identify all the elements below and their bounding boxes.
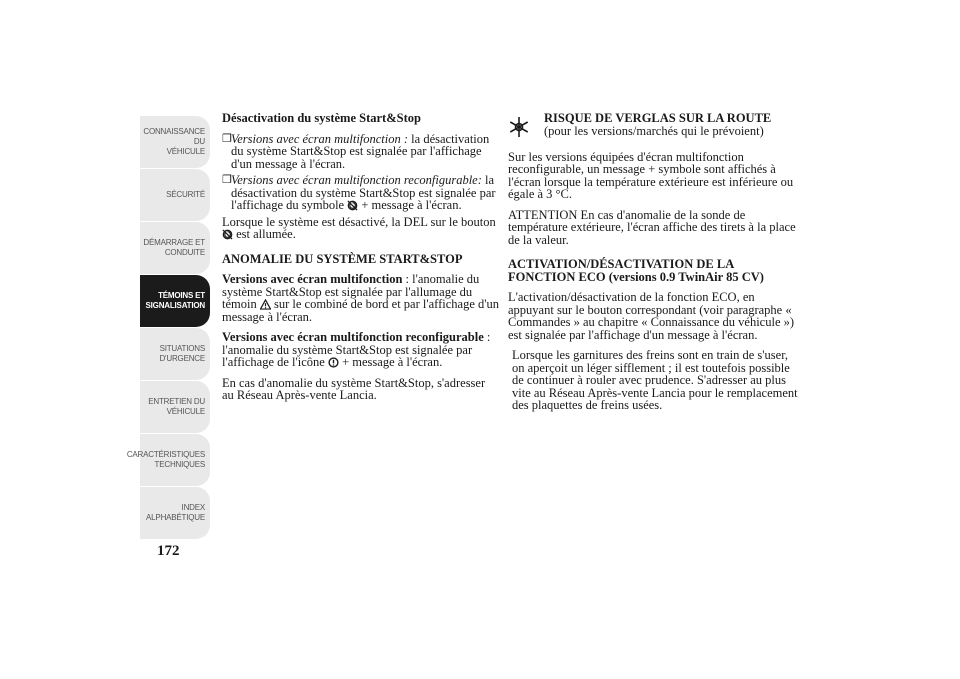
bold-label: Versions avec écran multifonction	[222, 272, 403, 286]
start-stop-off-icon	[347, 200, 358, 211]
section-heading: Désactivation du système Start&Stop	[222, 111, 421, 125]
bullet-text: la désactivation du système Start&Stop est signalée par l'affichage d'un message à l'écran.	[231, 131, 490, 171]
paragraph: Lorsque les garnitures des freins sont en train de s'user, on aperçoit un léger sifflement ; il est toutefois possible de continuer à rouler avec prudence. S'adresser au plus vite au Réseau Après-vente Lancia pour le remplacement des plaquettes de freins usées.	[512, 348, 798, 412]
start-stop-off-icon	[222, 229, 233, 240]
paragraph	[222, 331, 500, 369]
tab-label: SITUATIONS D'URGENCE	[159, 344, 205, 363]
text: : l'anomalie du système Start&Stop est signalée par l'affichage de l'icône	[222, 330, 491, 369]
warning-subtitle: (pour les versions/marchés qui le prévoient)	[544, 123, 764, 138]
left-column	[222, 112, 500, 410]
section-heading: ANOMALIE DU SYSTÈME START&STOP	[222, 251, 463, 266]
paragraph: En cas d'anomalie du système Start&Stop, s'adresser au Réseau Après-vente Lancia.	[222, 375, 486, 402]
start-stop-fault-icon	[328, 357, 339, 368]
tab-temoins-signalisation[interactable]	[140, 275, 210, 327]
bullet-text: la désactivation du système Start&Stop est signalée par l'affichage du symbole	[231, 173, 496, 212]
text: est allumée.	[233, 227, 296, 241]
right-column	[508, 112, 798, 420]
tab-label: TÉMOINS ET SIGNALISATION	[145, 291, 205, 310]
section-heading: ACTIVATION/DÉSACTIVATION DE LA FONCTION ECO (versions 0.9 TwinAir 85 CV)	[508, 257, 764, 284]
tab-label: ENTRETIEN DU VÉHICULE	[148, 397, 205, 416]
tab-label: DÉMARRAGE ET CONDUITE	[143, 238, 205, 257]
tab-index-alphabetique[interactable]	[140, 487, 210, 539]
paragraph: L'activation/désactivation de la fonction ECO, en appuyant sur le bouton correspondant (voir paragraphe « Commandes » au chapitre « Connaissance du véhicule ») est signalée par l'affichage d'un message à l'écran.	[508, 290, 795, 342]
text: : l'anomalie du système Start&Stop est signalée par l'allumage du témoin	[222, 272, 480, 311]
text: + message à l'écran.	[338, 355, 443, 369]
tab-securite[interactable]	[140, 169, 210, 221]
checkbox-bullet-icon: ❒	[222, 174, 232, 186]
tab-caracteristiques-techniques[interactable]	[126, 434, 210, 486]
tab-demarrage-conduite[interactable]	[140, 222, 210, 274]
bullet-label: Versions avec écran multifonction :	[231, 131, 409, 146]
warning-title: RISQUE DE VERGLAS SUR LA ROUTE	[544, 111, 772, 125]
tab-connaissance-vehicule[interactable]	[140, 116, 210, 168]
tab-label: CARACTÉRISTIQUES TECHNIQUES	[126, 450, 205, 469]
tab-situations-urgence[interactable]	[140, 328, 210, 380]
checkbox-bullet-icon: ❒	[222, 132, 232, 145]
warning-triangle-icon	[260, 299, 271, 310]
tab-entretien-vehicule[interactable]	[140, 381, 210, 433]
paragraph	[222, 273, 500, 323]
tab-label: CONNAISSANCE DU VÉHICULE	[143, 127, 205, 156]
snowflake-icon	[508, 116, 530, 138]
text: sur le combiné de bord et par l'affichage d'un message à l'écran.	[222, 297, 499, 324]
warning-block	[508, 112, 798, 141]
page-number: 172	[157, 543, 180, 559]
bullet-item	[222, 133, 500, 171]
bold-label: Versions avec écran multifonction reconfigurable	[222, 330, 484, 344]
tab-label: INDEX ALPHABÉTIQUE	[146, 503, 205, 522]
text: Lorsque le système est désactivé, la DEL sur le bouton	[222, 214, 496, 229]
bullet-item	[222, 174, 500, 212]
bullet-label: Versions avec écran multifonction reconfigurable:	[231, 173, 482, 187]
bullet-text: + message à l'écran.	[358, 198, 462, 212]
paragraph: Sur les versions équipées d'écran multifonction reconfigurable, un message + symbole sont affichés à l'écran lorsque la température extérieure est inférieure ou égale à 3 °C.	[508, 149, 794, 201]
paragraph: ATTENTION En cas d'anomalie de la sonde de température extérieure, l'écran affiche des tirets à la place de la valeur.	[508, 207, 796, 247]
tab-label: SÉCURITÉ	[166, 190, 205, 199]
paragraph	[222, 216, 500, 241]
